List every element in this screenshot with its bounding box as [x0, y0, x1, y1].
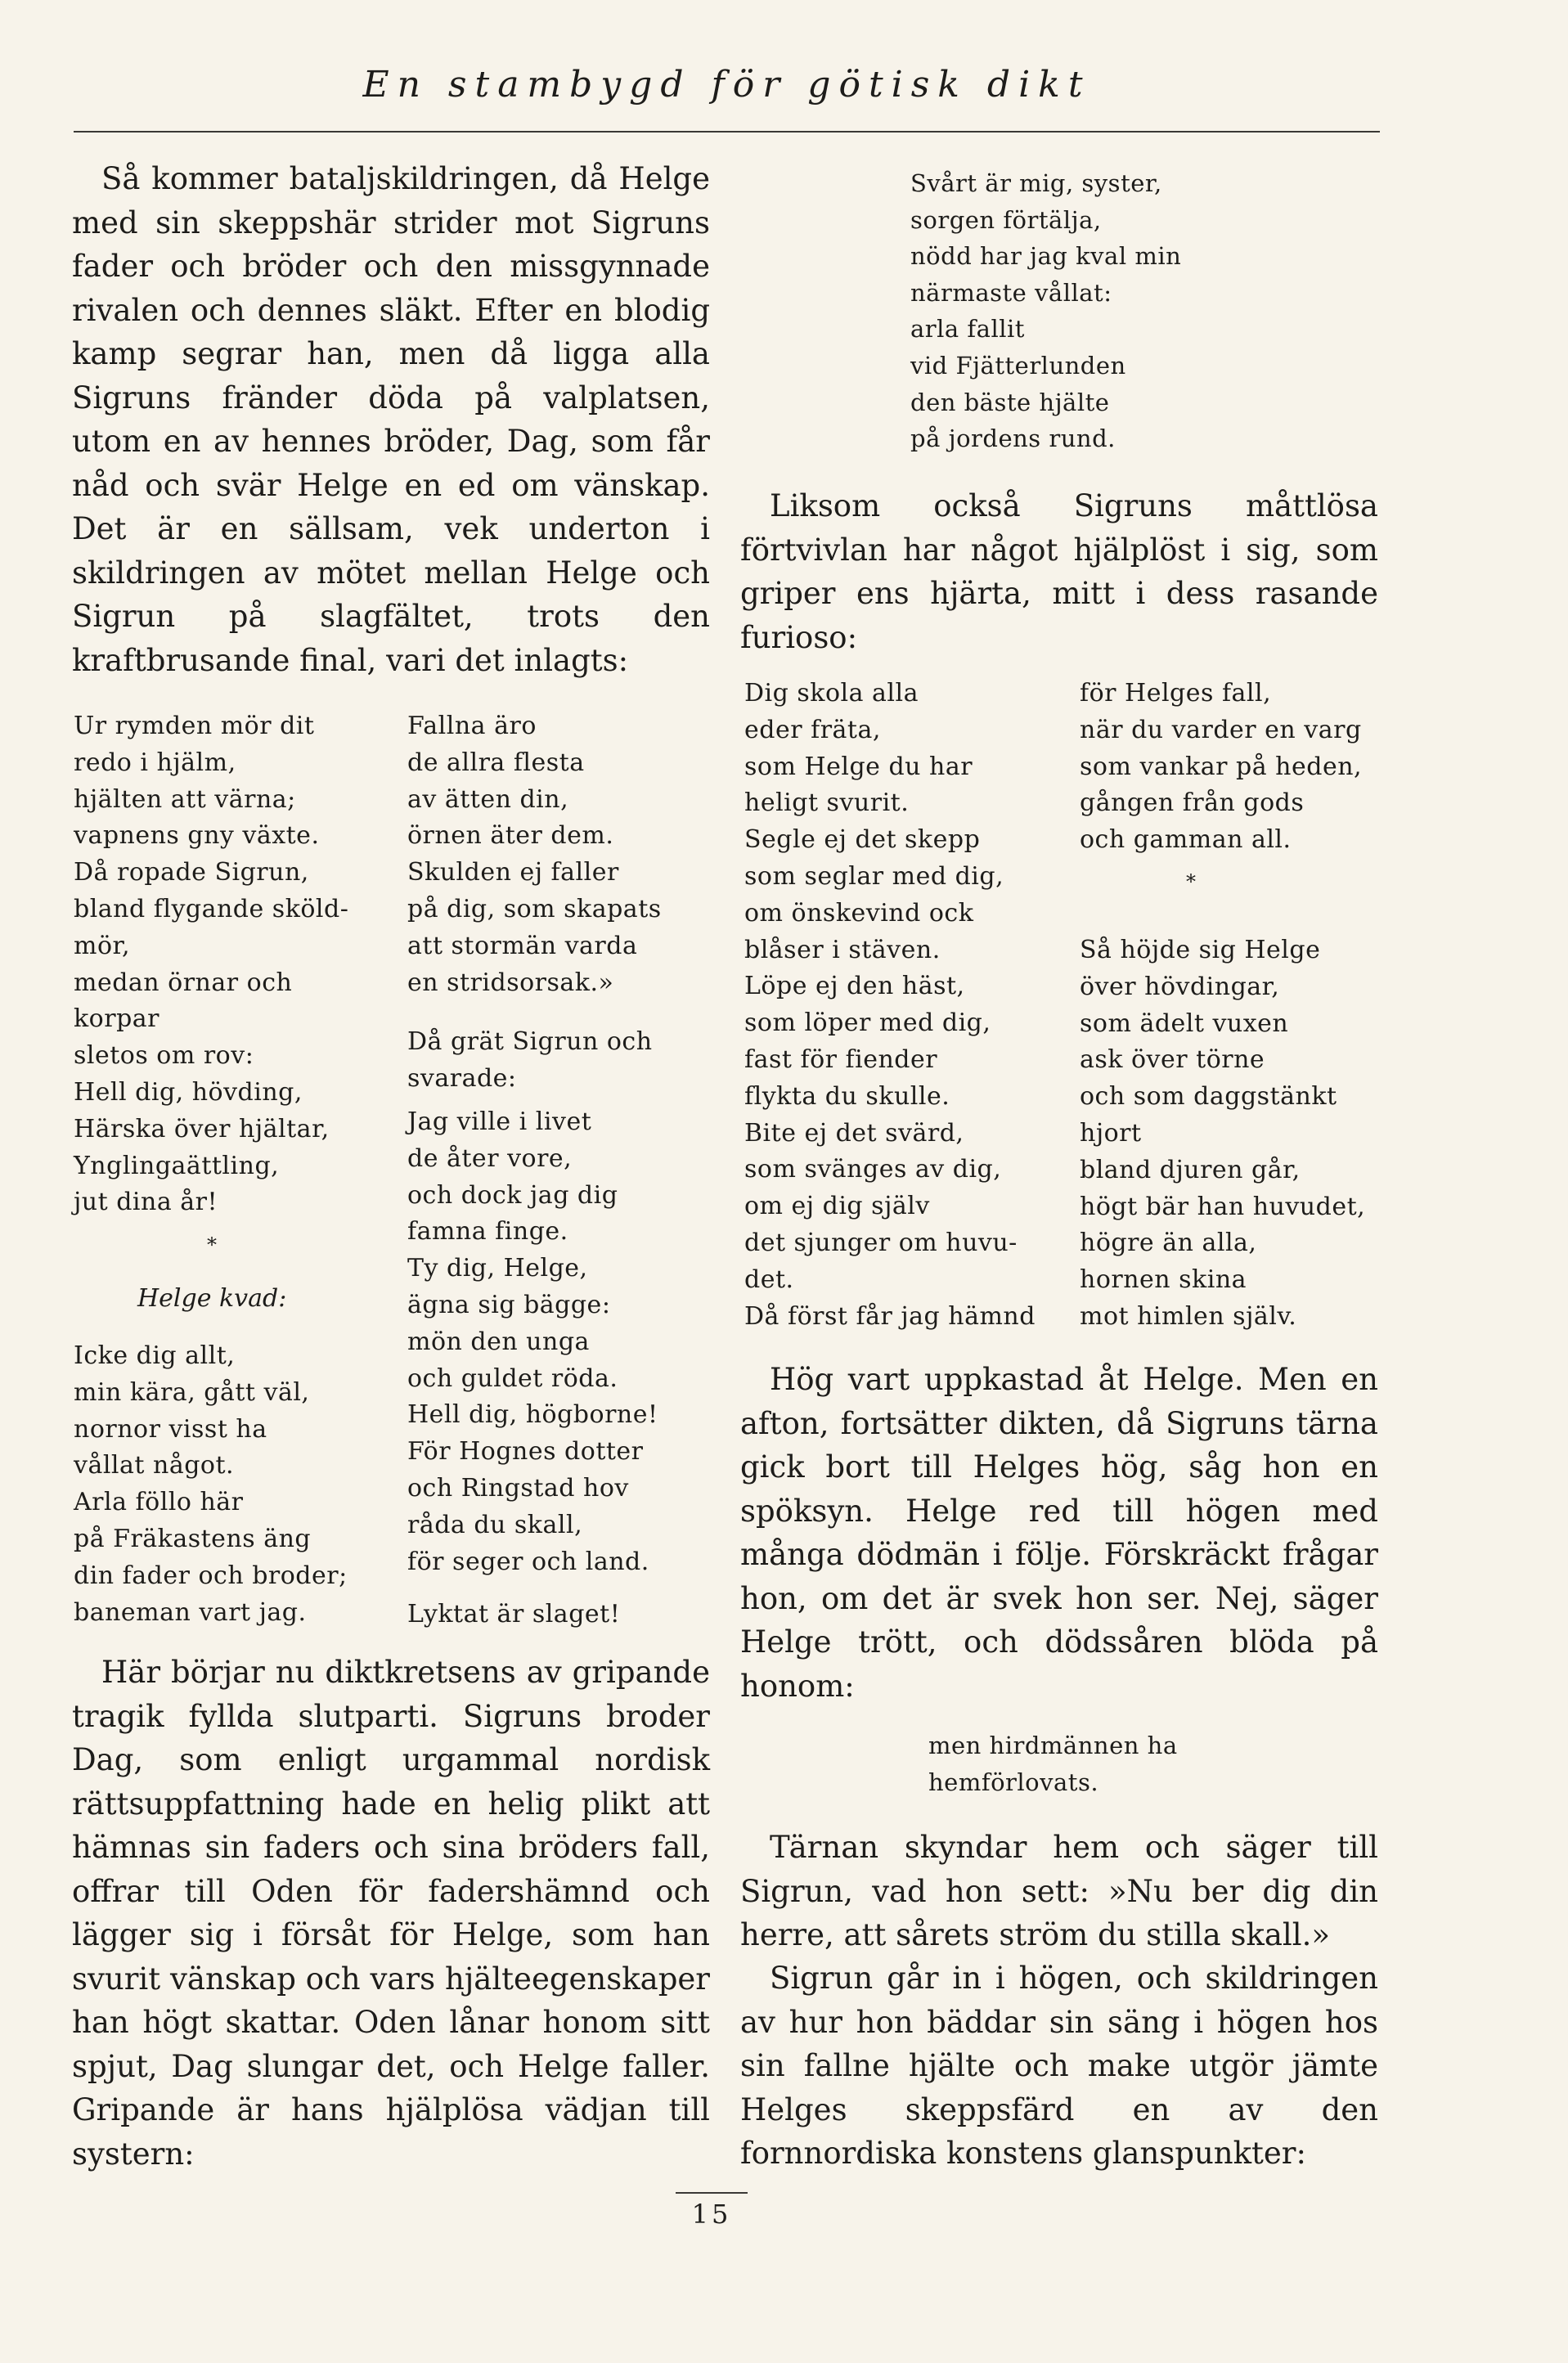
- verse-helge-praise: Så höjde sig Helge över hövdingar, som ädelt vuxen ask över törne och som daggstänkt hjort bland djuren går, högt bär han huvudet, högre än alla, hornen skina mot himlen själv.: [1080, 936, 1366, 1331]
- right-paragraph-2: Hög vart uppkastad åt Helge. Men en afton, fortsätter dikten, då Sigruns tärna gick bort till Helges hög, såg hon en spöksyn. Helge red till högen med många dödmän i följe. Förskräckt frågar hon, om det är svek hon ser. Nej, säger Helge trött, och dödssåren blöda på honom:: [740, 1362, 1378, 1704]
- verse-sigrun-intro: Då grät Sigrun och svarade:: [407, 1027, 653, 1093]
- right-paragraph-1: Liksom också Sigruns måttlösa förtvivlan har något hjälplöst i sig, som griper ens hjärta, mitt i dess rasande furioso:: [740, 488, 1378, 655]
- verse-sigrun: Jag ville i livet de åter vore, och dock jag dig famna finge. Ty dig, Helge, ägna sig bägge: mön den unga och guldet röda. Hell dig, högborne! För Hognes dotter och Ringstad hov råda du skall, för seger och land.: [407, 1107, 658, 1576]
- helge-kvad-heading: Helge kvad:: [137, 1284, 287, 1313]
- verse-curse: Dig skola alla eder fräta, som Helge du har heligt svurit. Segle ej det skepp som seglar med dig, om önskevind ock blåser i stäven. Löpe ej den häst, som löper med dig, fast för fiender flykta du skulle. Bite ej det svärd, som svänges av dig, om ej dig själv det sjunger om huvu- det. Då först får jag hämnd: [744, 679, 1036, 1331]
- running-header: En stambygd för götisk dikt: [362, 64, 1091, 106]
- header-rule: [74, 131, 1380, 133]
- verse-hirdmen: men hirdmännen ha hemförlovats.: [928, 1732, 1178, 1796]
- verse-battle: Ur rymden mör dit redo i hjälm, hjälten att värna; vapnens gny växte. Då ropade Sigrun, bland flygande sköld- mör, medan örnar och korpar sletos om rov: Hell dig, hövding, Härska över hjältar, Ynglingaättling, jut dina år!: [74, 712, 349, 1217]
- right-paragraph-4: Sigrun går in i högen, och skildringen av hur hon bäddar sin säng i högen hos sin fallne hjälte och make utgör jämte Helges skeppsfärd en av den fornnordiska konstens glanspunkter:: [740, 1961, 1378, 2171]
- verse-helge: Icke dig allt, min kära, gått väl, nornor visst ha vållat något. Arla föllo här på Fräkastens äng din fader och broder; baneman vart jag.: [74, 1341, 348, 1627]
- section-star: *: [207, 1233, 217, 1256]
- section-star: *: [1186, 870, 1196, 893]
- left-paragraph-2: Här börjar nu diktkretsens av gripande tragik fyllda slutparti. Sigruns broder Dag, som enligt urgammal nordisk rättsuppfattning hade en helig plikt att hämnas sin faders och sina bröders fall, offrar till Oden för fadershämnd och lägger sig i försåt för Helge, som han svurit vänskap och vars hjälteegenskaper han högt skattar. Oden lånar honom sitt spjut, Dag slungar det, och Helge faller. Gripande är hans hjälplösa vädjan till systern:: [72, 1655, 710, 2172]
- page-number: 15: [691, 2199, 732, 2230]
- right-paragraph-3: Tärnan skyndar hem och säger till Sigrun, vad hon sett: »Nu ber dig din herre, att sårets ström du stilla skall.»: [740, 1830, 1378, 1952]
- verse-fallen: Fallna äro de allra flesta av ätten din, örnen äter dem. Skulden ej faller på dig, som skapats att stormän varda en stridsorsak.»: [407, 712, 662, 997]
- left-paragraph-1: Så kommer bataljskildringen, då Helge med sin skeppshär strider mot Sigruns fader och bröder och den missgynnade rivalen och dennes släkt. Efter en blodig kamp segrar han, men då ligga alla Sigruns fränder döda på valplatsen, utom en av hennes bröder, Dag, som får nåd och svär Helge en ed om vänskap. Det är en sällsam, vek underton i skildringen av mötet mellan Helge och Sigrun på slagfältet, trots den kraftbrusande final, vari det inlagts:: [72, 161, 710, 678]
- page-number-rule: [676, 2192, 748, 2194]
- verse-curse-end: för Helges fall, när du varder en varg som vankar på heden, gången från gods och gamman all.: [1080, 679, 1363, 855]
- verse-battle-end: Lyktat är slaget!: [407, 1600, 621, 1628]
- verse-helge-lament: Svårt är mig, syster, sorgen förtälja, nödd har jag kval min närmaste vållat: arla fallit vid Fjätterlunden den bäste hjälte på jordens rund.: [910, 169, 1182, 453]
